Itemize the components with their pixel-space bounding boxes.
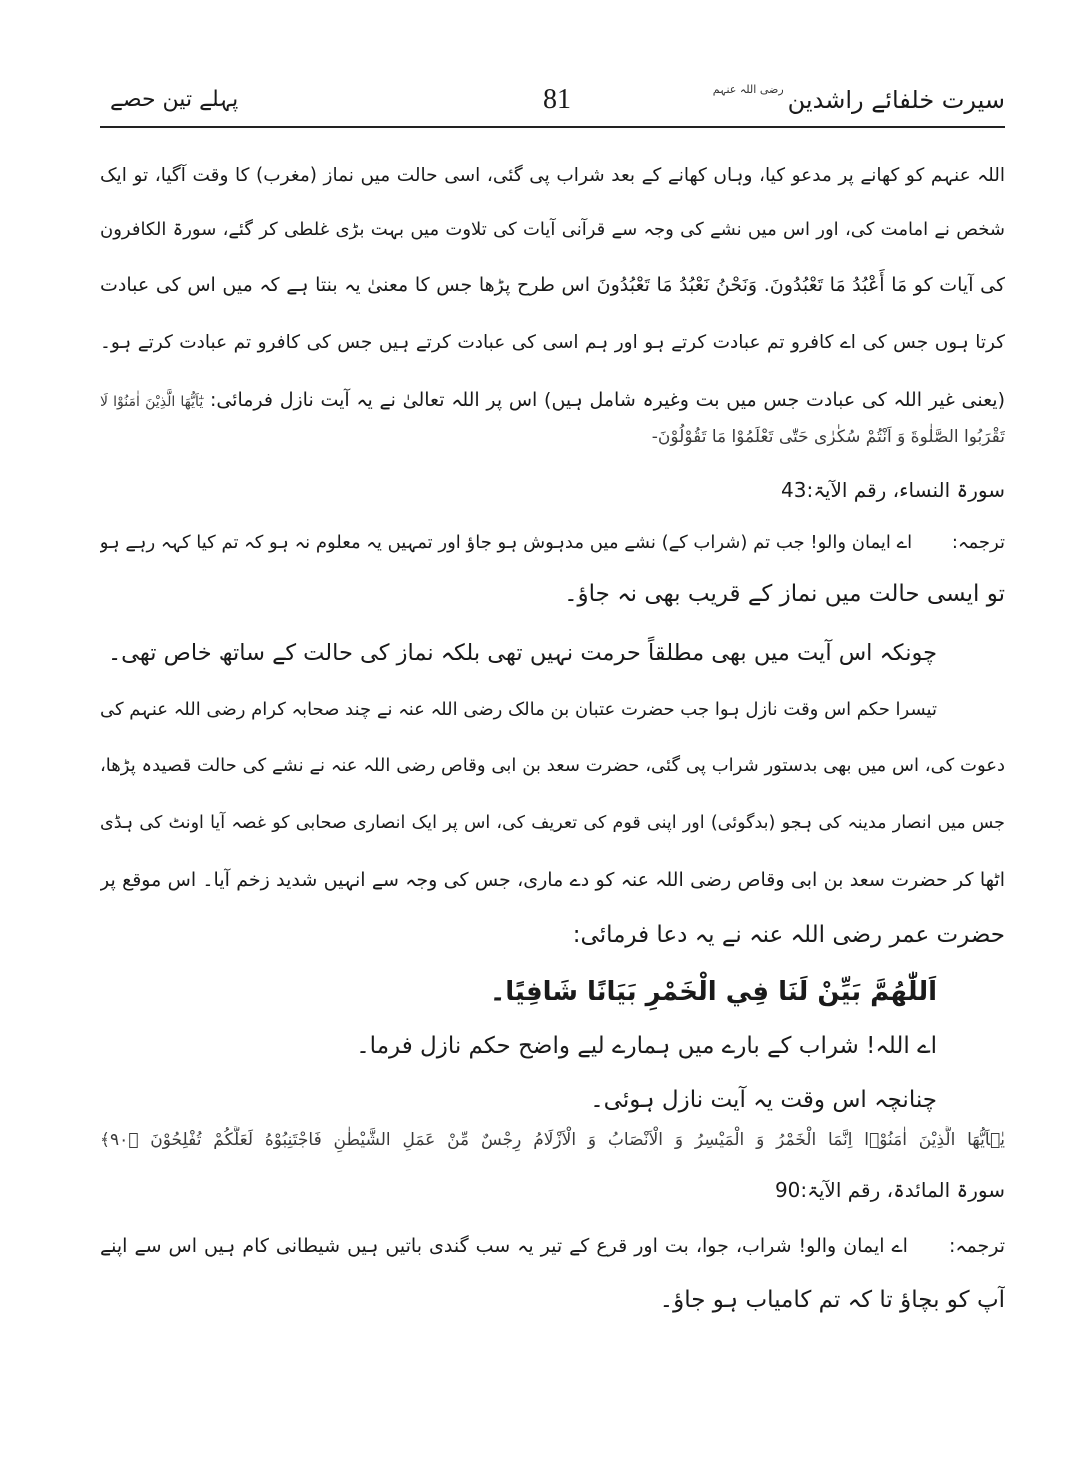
header-rule [100,126,1005,128]
text-line [100,378,1005,422]
text-line: اللہ عنہم کو کھانے پر مدعو کیا، وہاں کھانے کے بعد شراب پی گئی، اسی حالت میں نماز (مغرب) کا وقت آگیا، تو ایک [100,165,1005,186]
text-segment: (یعنی غیر اللہ کی عبادت جس میں بت وغیرہ شامل ہیں) اس پر اللہ تعالیٰ نے یہ آیت نازل فرمائی: [209,389,1005,411]
arabic-quote-continuation: تَقْرَبُوا الصَّلٰوةَ وَ اَنْتُمْ سُكٰرٰى حَتّٰى تَعْلَمُوْا مَا تَقُوْلُوْنَ- [651,427,1005,447]
text-line: کی آیات کو مَا أَعْبُدُ مَا تَعْبُدُونَ. وَنَحْنُ نَعْبُدُ مَا تَعْبُدُونَ اس طرح پڑھا جس کا معنیٰ یہ بنتا ہے کہ میں اس کی عبادت [100,274,1005,296]
book-title [713,80,1005,120]
translation-label: ترجمہ: [948,1235,1005,1257]
text-line: چونکہ اس آیت میں بھی مطلقاً حرمت نہیں تھی بلکہ نماز کی حالت کے ساتھ خاص تھی۔ [107,640,937,666]
translation-line [100,1224,1005,1268]
text-line: کرتا ہوں جس کی اے کافرو تم عبادت کرتے ہو اور ہم اسی کی عبادت کرتے ہیں جس کی کافرو تم عبادت کرتے ہو۔ [100,332,1005,353]
text-line: تیسرا حکم اس وقت نازل ہوا جب حضرت عتبان بن مالک رضی اللہ عنہ نے چند صحابہ کرام رضی اللہ عنہم کی [100,699,937,720]
translation-line [100,521,1005,565]
translation-line: تو ایسی حالت میں نماز کے قریب بھی نہ جاؤ۔ [564,581,1005,607]
dua-arabic: اَللّٰهُمَّ بَيِّنْ لَنَا فِي الْخَمْرِ بَيَانًا شَافِيًا۔ [489,977,937,1007]
arabic-quote: يٰٓاَيُّهَا الَّذِيْنَ اٰمَنُوْا لَا [100,394,204,410]
translation-text: اے ایمان والو! جب تم (شراب کے) نشے میں مدہوش ہو جاؤ اور تمہیں یہ معلوم نہ ہو کہ تم کیا کہہ رہے ہو [100,532,913,553]
book-title-text: سیرت خلفائے راشدین [787,86,1005,114]
translation-text: اے ایمان والو! شراب، جوا، بت اور قرع کے تیر یہ سب گندی باتیں ہیں شیطانی کام ہیں اس سے اپنے [100,1235,908,1257]
text-line: اٹھا کر حضرت سعد بن ابی وقاص رضی اللہ عنہ کو دے ماری، جس کی وجہ سے انہیں شدید زخم آیا۔ اس موقع پر [100,869,1005,891]
text-line: حضرت عمر رضی اللہ عنہ نے یہ دعا فرمائی: [572,922,1005,948]
translation-line: آپ کو بچاؤ تا کہ تم کامیاب ہو جاؤ۔ [659,1287,1005,1313]
dua-translation: اے اللہ! شراب کے بارے میں ہمارے لیے واضح حکم نازل فرما۔ [356,1033,937,1059]
section-label: پہلے تین حصے [110,87,239,112]
verse-reference: سورۃ المائدۃ، رقم الآیۃ:90 [774,1178,1005,1202]
page-number: 81 [543,84,571,115]
translation-label: ترجمہ: [951,532,1005,553]
text-line: دعوت کی، اس میں بھی بدستور شراب پی گئی، حضرت سعد بن ابی وقاص رضی اللہ عنہ نے نشے کی حالت قصیدہ پڑھا، [100,755,1005,776]
text-line: چنانچہ اس وقت یہ آیت نازل ہوئی۔ [590,1087,937,1113]
honorific-mark: رضی اللہ عنہم [712,83,784,96]
text-line: شخص نے امامت کی، اور اس میں نشے کی وجہ سے قرآنی آیات کی تلاوت میں بہت بڑی غلطی کر گئے، سورۃ الکافرون [100,219,1005,240]
text-line: جس میں انصار مدینہ کی ہجو (بدگوئی) اور اپنی قوم کی تعریف کی، اس پر ایک انصاری صحابی کو غصہ آیا اونٹ کی ہڈی [100,813,1005,833]
arabic-verse: يٰۤاَيُّهَا الَّذِيْنَ اٰمَنُوْۤا اِنَّمَا الْخَمْرُ وَ الْمَيْسِرُ وَ الْاَنْصَابُ وَ الْاَزْلَامُ رِجْسٌ مِّنْ عَمَلِ الشَّيْطٰنِ فَاجْتَنِبُوْهُ لَعَلَّكُمْ تُفْلِحُوْنَ ﴿۹۰﴾ [100,1130,1005,1150]
verse-reference: سورۃ النساء، رقم الآیۃ:43 [781,478,1005,502]
